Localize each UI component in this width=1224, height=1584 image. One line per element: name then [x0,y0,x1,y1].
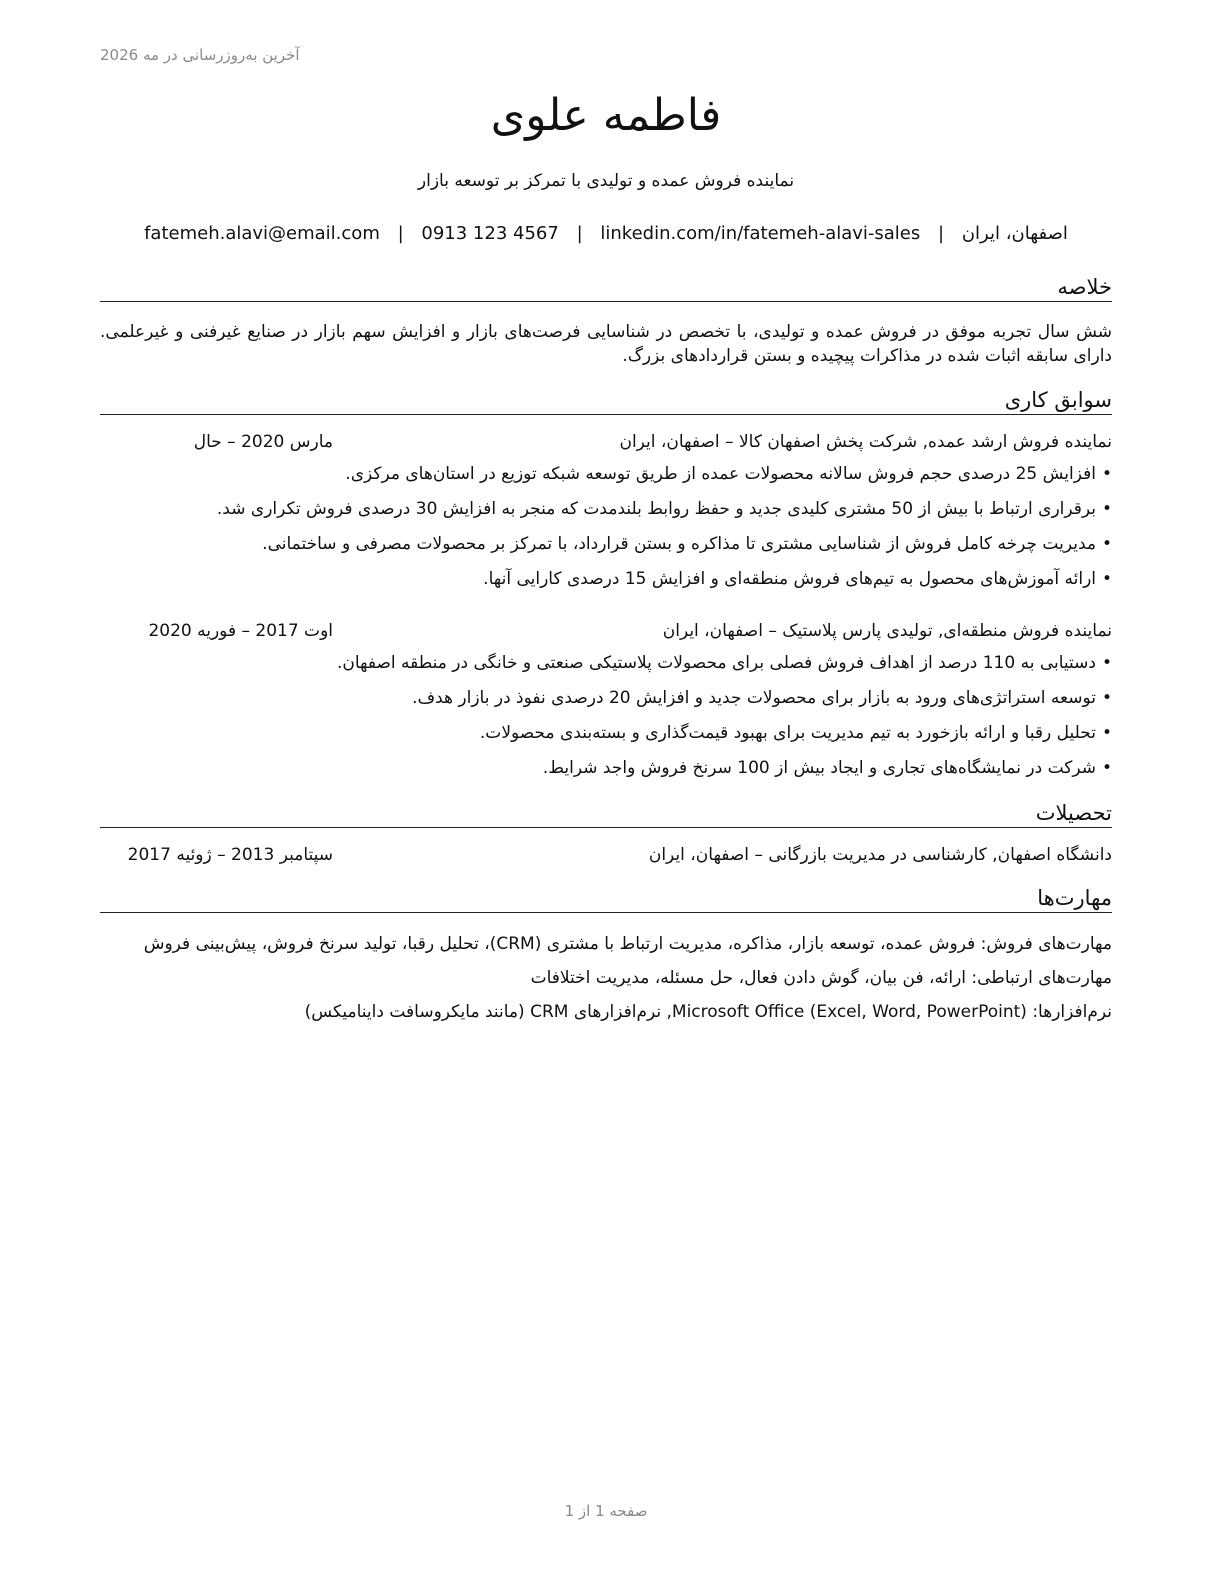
resume-page [100,0,1112,1584]
job-heading [100,432,1112,456]
job-title: نماینده فروش منطقه‌ای, تولیدی پارس پلاستیک – اصفهان، ایران [662,621,1112,641]
summary-text: شش سال تجربه موفق در فروش عمده و تولیدی، با تخصص در شناسایی فرصت‌های بازار و افزایش سهم بازار در صنایع غیرفنی و غیرعلمی. دارای سابقه اثبات شده در مذاکرات پیچیده و بستن قراردادهای بزرگ. [100,322,1112,366]
education-dates: سپتامبر 2013 – ژوئیه 2017 [127,845,333,865]
education-heading [100,845,1112,869]
separator: | [397,223,404,244]
separator: | [938,223,945,244]
job-bullets [100,462,1112,602]
person-name: فاطمه علوی [490,90,722,141]
list-item: • تحلیل رقبا و ارائه بازخورد به تیم مدیریت برای بهبود قیمت‌گذاری و بسته‌بندی محصولات. [100,721,1112,756]
skills-row: نرم‌افزارها: Microsoft Office (Excel, Word, PowerPoint), نرم‌افزارهای CRM (مانند مایکروسافت داینامیکس) [304,1002,1112,1022]
section-title-skills: مهارت‌ها [100,886,1112,913]
tagline: نماینده فروش عمده و تولیدی با تمرکز بر توسعه بازار [417,171,795,191]
page-number: صفحه 1 از 1 [564,1502,648,1520]
list-item: • ارائه آموزش‌های محصول به تیم‌های فروش منطقه‌ای و افزایش 15 درصدی کارایی آنها. [100,567,1112,602]
job-dates: مارس 2020 – حال [193,432,333,452]
job-dates: اوت 2017 – فوریه 2020 [148,621,333,641]
section-title-experience: سوابق کاری [100,388,1112,415]
last-updated: آخرین به‌روزرسانی در مه 2026 [100,46,300,64]
separator: | [576,223,583,244]
section-title-education: تحصیلات [100,801,1112,828]
job-title: نماینده فروش ارشد عمده, شرکت پخش اصفهان کالا – اصفهان، ایران [619,432,1112,452]
job-bullets [100,651,1112,791]
linkedin-link[interactable]: linkedin.com/in/fatemeh-alavi-sales [600,223,921,244]
email-link[interactable]: fatemeh.alavi@email.com [144,223,380,244]
section-title-summary: خلاصه [100,275,1112,302]
list-item: • توسعه استراتژی‌های ورود به بازار برای محصولات جدید و افزایش 20 درصدی نفوذ در بازار هدف. [100,686,1112,721]
job-heading [100,621,1112,645]
skills-row: مهارت‌های ارتباطی: ارائه، فن بیان، گوش دادن فعال، حل مسئله، مدیریت اختلافات [530,968,1112,988]
list-item: • برقراری ارتباط با بیش از 50 مشتری کلیدی جدید و حفظ روابط بلندمدت که منجر به افزایش 30 درصدی فروش تکراری شد. [100,497,1112,532]
contact-line [100,223,1112,244]
phone-number: 0913 123 4567 [421,223,559,244]
list-item: • مدیریت چرخه کامل فروش از شناسایی مشتری تا مذاکره و بستن قرارداد، با تمرکز بر محصولات مصرفی و ساختمانی. [100,532,1112,567]
list-item: • افزایش 25 درصدی حجم فروش سالانه محصولات عمده از طریق توسعه شبکه توزیع در استان‌های مرکزی. [100,462,1112,497]
list-item: • شرکت در نمایشگاه‌های تجاری و ایجاد بیش از 100 سرنخ فروش واجد شرایط. [100,756,1112,791]
education-title: دانشگاه اصفهان, کارشناسی در مدیریت بازرگانی – اصفهان، ایران [648,845,1112,865]
list-item: • دستیابی به 110 درصد از اهداف فروش فصلی برای محصولات پلاستیکی صنعتی و خانگی در منطقه اصفهان. [100,651,1112,686]
skills-list [100,932,1112,1034]
location: اصفهان، ایران [961,223,1068,244]
skills-row: مهارت‌های فروش: فروش عمده، توسعه بازار، مذاکره، مدیریت ارتباط با مشتری (CRM)، تحلیل رقبا، تولید سرنخ فروش، پیش‌بینی فروش [143,934,1112,954]
